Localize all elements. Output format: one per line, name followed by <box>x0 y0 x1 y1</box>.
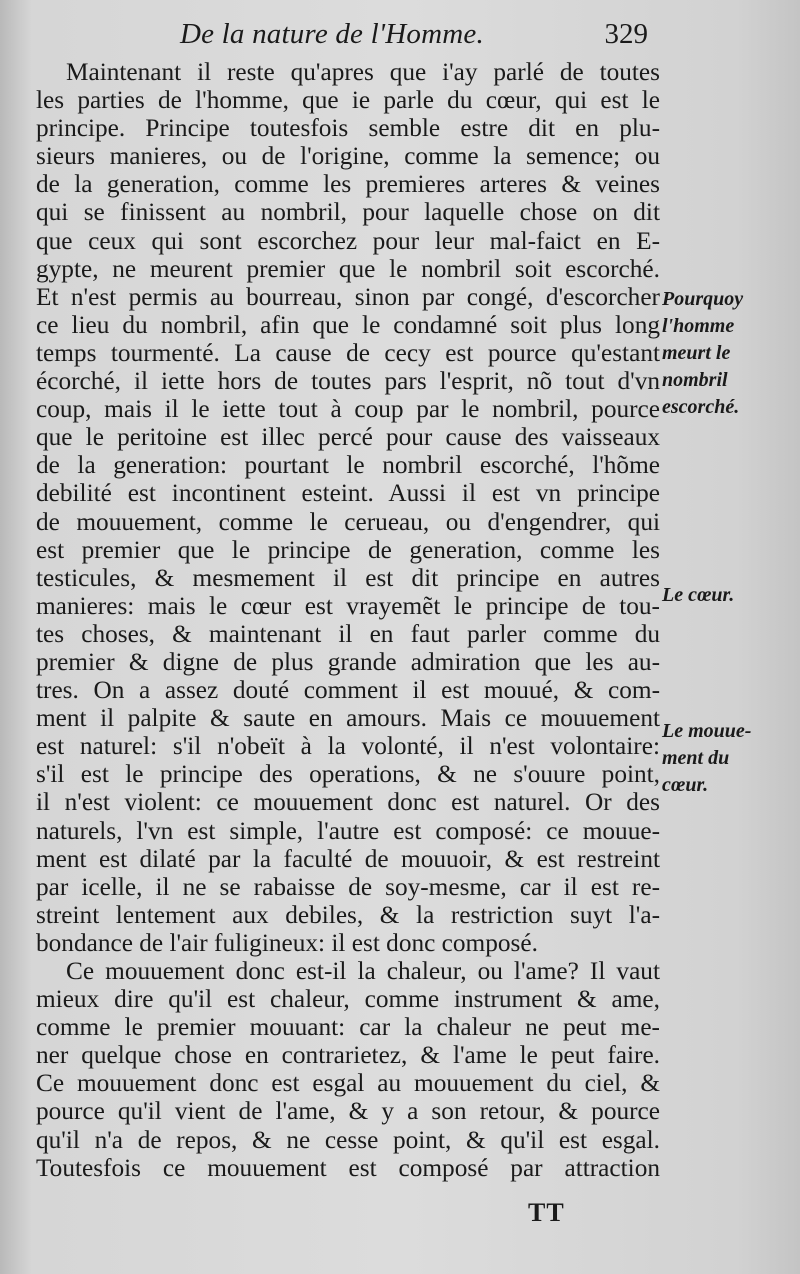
text-line: il n'est violent: ce mouuement donc est naturel. Or des <box>36 788 660 817</box>
text-line: est naturel: s'il n'obeït à la volonté, il n'est volontaire: <box>36 732 660 761</box>
text-line: naturels, l'vn est simple, l'autre est composé: ce mouue- <box>36 816 660 845</box>
body-text <box>36 58 660 1182</box>
text-line: bondance de l'air fuligineux: il est donc composé. <box>36 928 538 957</box>
margin-note-line: meurt le <box>662 342 731 364</box>
text-line: principe. Principe toutesfois semble estre dit en plu- <box>36 114 660 143</box>
margin-note-line: l'homme <box>662 315 735 337</box>
text-line: pource qu'il vient de l'ame, & y a son retour, & pource <box>36 1097 660 1126</box>
margin-note-line: Le mouue- <box>662 720 752 742</box>
text-line: qui se finissent au nombril, pour laquelle chose on dit <box>36 198 660 227</box>
text-line: Ce mouuement donc est-il la chaleur, ou l'ame? Il vaut <box>66 957 660 985</box>
text-line: qu'il n'a de repos, & ne cesse point, & qu'il est esgal. <box>36 1125 660 1154</box>
text-line: ment est dilaté par la faculté de mouuoir, & est restreint <box>36 844 660 873</box>
text-line: comme le premier mouuant: car la chaleur ne peut me- <box>36 1013 660 1042</box>
text-line: que le peritoine est illec percé pour cause des vaisseaux <box>36 423 660 452</box>
text-line: Ce mouuement donc est esgal au mouuement du ciel, & <box>36 1069 660 1098</box>
text-line: Toutesfois ce mouuement est composé par attraction <box>36 1153 660 1182</box>
text-line: de la generation, comme les premieres arteres & veines <box>36 170 660 199</box>
text-line: sieurs manieres, ou de l'origine, comme la semence; ou <box>36 142 660 171</box>
text-line: debilité est incontinent esteint. Aussi il est vn principe <box>36 479 660 508</box>
margin-note-line: cœur. <box>662 774 709 796</box>
margin-note-line: ment du <box>662 747 730 769</box>
margin-note-line: Le cœur. <box>662 584 735 606</box>
text-line: écorché, il iette hors de toutes pars l'esprit, nõ tout d'vn <box>36 367 660 396</box>
page-number: 329 <box>604 18 648 50</box>
text-line: coup, mais il le iette tout à coup par le nombril, pource <box>36 395 660 424</box>
text-line: ner quelque chose en contrarietez, & l'ame le peut faire. <box>36 1041 660 1070</box>
margin-note-le-coeur <box>662 582 734 609</box>
margin-note-line: escorché. <box>662 396 740 418</box>
text-line: manieres: mais le cœur est vrayemẽt le principe de tou- <box>36 591 660 620</box>
margin-note-mouuement <box>662 718 751 799</box>
text-line: Et n'est permis au bourreau, sinon par congé, d'escorcher <box>36 282 660 311</box>
text-line: mieux dire qu'il est chaleur, comme instrument & ame, <box>36 985 660 1014</box>
text-line: tes choses, & maintenant il en faut parler comme du <box>36 619 660 648</box>
running-title: De la nature de l'Homme. <box>180 18 484 50</box>
text-line: ment il palpite & saute en amours. Mais ce mouuement <box>36 704 660 733</box>
signature-mark: TT <box>528 1198 565 1227</box>
text-line: est premier que le principe de generation, comme les <box>36 535 660 564</box>
text-line: premier & digne de plus grande admiration que les au- <box>36 647 660 676</box>
margin-note-pourquoy <box>662 286 743 421</box>
text-line: de la generation: pourtant le nombril escorché, l'hõme <box>36 451 660 480</box>
text-line: ce lieu du nombril, afin que le condamné soit plus long <box>36 310 660 339</box>
margin-note-line: Pourquoy <box>662 288 744 310</box>
text-line: streint lentement aux debiles, & la restriction suyt l'a- <box>36 900 660 929</box>
text-line: gypte, ne meurent premier que le nombril soit escorché. <box>36 254 660 283</box>
page-header <box>180 18 650 54</box>
text-line: par icelle, il ne se rabaisse de soy-mesme, car il est re- <box>36 872 660 901</box>
text-line: de mouuement, comme le cerueau, ou d'engendrer, qui <box>36 507 660 536</box>
text-line: testicules, & mesmement il est dit principe en autres <box>36 563 660 592</box>
text-line: temps tourmenté. La cause de cecy est pource qu'estant <box>36 338 660 367</box>
text-line: les parties de l'homme, que ie parle du cœur, qui est le <box>36 86 660 115</box>
text-line: tres. On a assez douté comment il est mouué, & com- <box>36 676 660 705</box>
text-line: Maintenant il reste qu'apres que i'ay parlé de toutes <box>66 58 660 86</box>
margin-note-line: nombril <box>662 369 728 391</box>
text-line: que ceux qui sont escorchez pour leur mal-faict en E- <box>36 226 660 255</box>
text-line: s'il est le principe des operations, & ne s'ouure point, <box>36 760 660 789</box>
